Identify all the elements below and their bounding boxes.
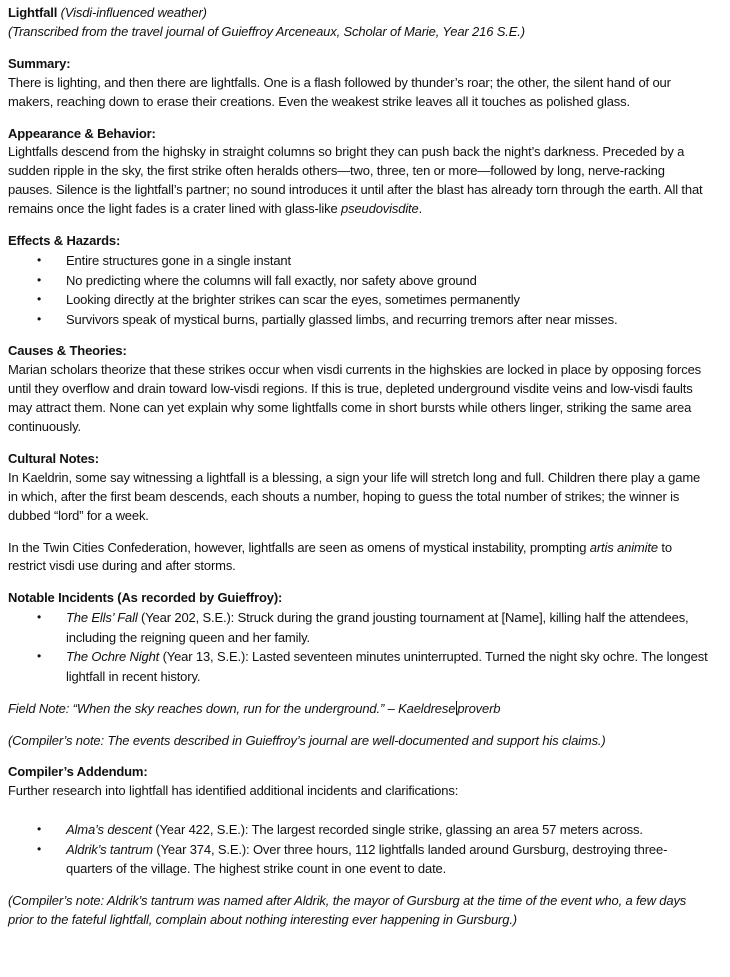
- appearance-term: pseudovisdite: [341, 201, 419, 217]
- list-item-text: No predicting where the columns will fall exactly, nor safety above ground: [66, 272, 477, 288]
- cultural-text-1: In Kaeldrin, some say witnessing a lightfall is a blessing, a sign your life will stretch long and full. Children there play a game in which, after the first beam descends, each shouts a number, hoping to guess the total number of strikes; the winner is dubbed “lord” for a week.: [8, 469, 701, 523]
- summary-heading: Summary:: [8, 55, 71, 71]
- cultural-heading: Cultural Notes:: [8, 450, 99, 466]
- list-item: [8, 310, 708, 330]
- cultural-section: [8, 450, 708, 576]
- bullet-icon: •: [37, 252, 42, 267]
- addendum-list: [8, 820, 708, 879]
- addendum-intro: Further research into lightfall has identified additional incidents and clarifications:: [8, 783, 459, 799]
- bullet-icon: •: [37, 311, 42, 326]
- source-line: (Transcribed from the travel journal of Guieffroy Arceneaux, Scholar of Marie, Year 216 S.E.): [8, 23, 525, 39]
- list-item: [8, 271, 708, 291]
- effects-heading: Effects & Hazards:: [8, 233, 121, 249]
- bullet-icon: •: [37, 610, 42, 625]
- list-item: [8, 290, 708, 310]
- addendum-section: [8, 763, 708, 879]
- addendum-heading: Compiler’s Addendum:: [8, 764, 148, 780]
- incidents-list: [8, 608, 708, 686]
- title-subtitle: (Visdi-influenced weather): [60, 5, 207, 20]
- compiler-note-2-section: [8, 892, 708, 930]
- list-item: [8, 608, 708, 647]
- list-item: [8, 840, 708, 879]
- doc-title: [8, 4, 708, 23]
- cultural-term: artis animite: [589, 539, 658, 555]
- causes-text: Marian scholars theorize that these strikes occur when visdi currents in the highskies are locked in place by opposing forces until they overflow and drain toward low-visdi regions. If this is true, depleted underground visdite veins and low-visdi faults may attract them. None can yet explain why some lightfalls come in short bursts while others linger, striking the same area continuously.: [8, 362, 701, 434]
- effects-section: [8, 232, 708, 329]
- incident-name: The Ells’ Fall: [66, 610, 138, 626]
- bullet-icon: •: [37, 841, 42, 856]
- incident-name: Alma’s descent: [66, 822, 152, 838]
- list-item: [8, 647, 708, 686]
- appearance-end: .: [418, 201, 423, 217]
- list-item-text: Entire structures gone in a single instant: [66, 252, 291, 268]
- field-note: [8, 700, 708, 719]
- summary-text: There is lighting, and then there are lightfalls. One is a flash followed by thunder’s roar; the other, the silent hand of our makers, reaching down to erase their creations. Even the weakest strike leaves all it touches as polished glass.: [8, 74, 671, 109]
- incident-text: (Year 422, S.E.): The largest recorded single strike, glassing an area 57 meters across.: [151, 822, 643, 838]
- bullet-icon: •: [37, 822, 42, 837]
- summary-section: [8, 55, 708, 112]
- compiler-note-1-section: [8, 732, 708, 751]
- bullet-icon: •: [37, 292, 42, 307]
- incidents-heading: Notable Incidents (As recorded by Guieffroy):: [8, 590, 283, 606]
- list-item-text: Survivors speak of mystical burns, partially glassed limbs, and recurring tremors after near misses.: [66, 311, 618, 327]
- incidents-section: [8, 589, 708, 686]
- appearance-section: [8, 125, 708, 220]
- appearance-body: Lightfalls descend from the highsky in straight columns so bright they can push back the night’s darkness. Preceded by a sudden ripple in the sky, the first strike often heralds others—two, three, ten or more—followed by long, nerve-racking pauses. Silence is the lightfall’s partner; no sound introduces it until after the blast has already torn through the earth. All that remains once the light fades is a crater lined with glass-like: [8, 144, 703, 217]
- bullet-icon: •: [37, 649, 42, 664]
- field-note-section: [8, 700, 708, 719]
- list-item: [8, 251, 708, 271]
- causes-section: [8, 342, 708, 437]
- incident-text: (Year 202, S.E.): Struck during the grand jousting tournament at [Name], killing half the attendees, including the reigning queen and her family.: [66, 610, 689, 645]
- cultural-text-2-end: to restrict visdi use during and after storms.: [8, 539, 672, 574]
- incident-text: (Year 374, S.E.): Over three hours, 112 lightfalls landed around Gursburg, destroying three-quarters of the village. The highest strike count in one event to date.: [66, 841, 668, 877]
- cultural-text-2: [8, 539, 708, 577]
- causes-heading: Causes & Theories:: [8, 343, 127, 359]
- appearance-heading: Appearance & Behavior:: [8, 125, 156, 141]
- title-bold: Lightfall: [8, 5, 58, 20]
- cultural-text-2-start: In the Twin Cities Confederation, however, lightfalls are seen as omens of mystical instability, prompting: [8, 539, 590, 555]
- incident-name: The Ochre Night: [66, 649, 160, 665]
- bullet-icon: •: [37, 272, 42, 287]
- effects-list: [8, 251, 708, 329]
- compiler-note-2: (Compiler’s note: Aldrik’s tantrum was named after Aldrik, the mayor of Gursburg at the time of the event who, a few days prior to the fateful lightfall, complain about nothing interesting ever happening in Gursburg.): [8, 893, 687, 927]
- compiler-note-1: (Compiler’s note: The events described in Guieffroy’s journal are well-documented and support his claims.): [8, 732, 606, 748]
- list-item: [8, 820, 708, 840]
- field-note-text: Field Note: “When the sky reaches down, run for the underground.” – Kaeldrese: [8, 700, 456, 716]
- appearance-text: [8, 143, 708, 219]
- incident-name: Aldrik’s tantrum: [66, 841, 153, 857]
- list-item-text: Looking directly at the brighter strikes can scar the eyes, sometimes permanently: [66, 292, 520, 308]
- field-note-text-end: proverb: [457, 700, 501, 716]
- incident-text: (Year 13, S.E.): Lasted seventeen minutes uninterrupted. Turned the night sky ochre. The longest lightfall in recent history.: [66, 649, 708, 684]
